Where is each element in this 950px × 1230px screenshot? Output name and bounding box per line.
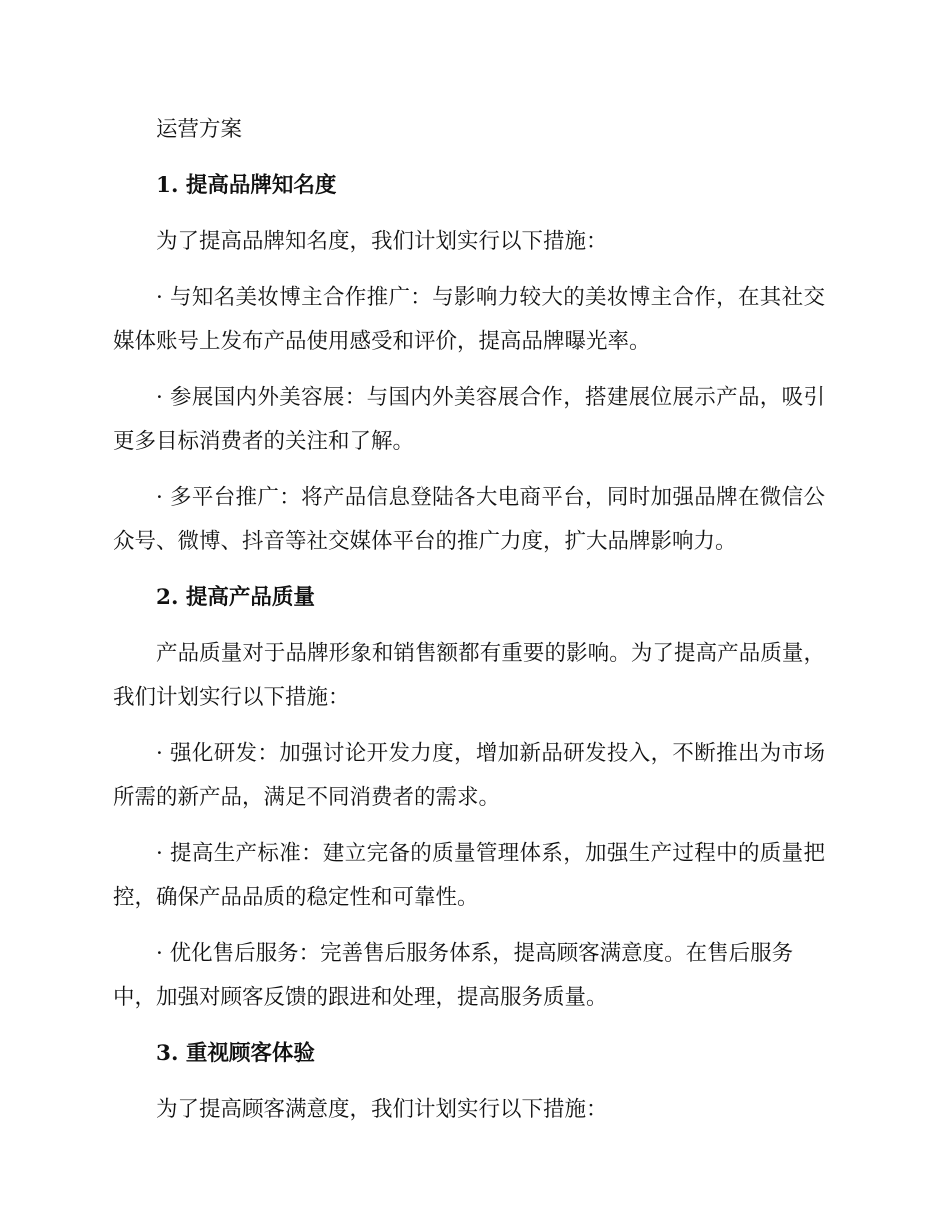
bullet-line: · 提高生产标准：建立完备的质量管理体系，加强生产过程中的质量把	[156, 841, 825, 866]
bullet-line: · 优化售后服务：完善售后服务体系，提高顾客满意度。在售后服务	[156, 941, 794, 966]
bullet-item	[113, 932, 825, 1020]
bullet-line: 更多目标消费者的关注和了解。	[113, 429, 415, 454]
bullet-line: · 多平台推广：将产品信息登陆各大电商平台，同时加强品牌在微信公	[156, 485, 825, 510]
section-intro: 为了提高顾客满意度，我们计划实行以下措施：	[156, 1097, 608, 1122]
document-body	[113, 108, 825, 1144]
section-heading-customer-experience: 3. 重视顾客体验	[156, 1041, 315, 1066]
document-title: 运营方案	[156, 117, 243, 142]
bullet-line: · 与知名美妆博主合作推广：与影响力较大的美妆博主合作，在其社交	[156, 285, 825, 310]
bullet-line: 众号、微博、抖音等社交媒体平台的推广力度，扩大品牌影响力。	[113, 529, 737, 554]
bullet-line: 中，加强对顾客反馈的跟进和处理，提高服务质量。	[113, 985, 608, 1010]
bullet-line: 所需的新产品，满足不同消费者的需求。	[113, 785, 501, 810]
bullet-line: 媒体账号上发布产品使用感受和评价，提高品牌曝光率。	[113, 329, 651, 354]
bullet-item	[113, 476, 825, 564]
bullet-item	[113, 832, 825, 920]
bullet-item	[113, 732, 825, 820]
bullet-line: · 强化研发：加强讨论开发力度，增加新品研发投入，不断推出为市场	[156, 741, 825, 766]
section-heading-product-quality: 2. 提高产品质量	[156, 585, 315, 610]
intro-line: 我们计划实行以下措施：	[113, 685, 350, 710]
bullet-line: · 参展国内外美容展：与国内外美容展合作，搭建展位展示产品，吸引	[156, 385, 825, 410]
section-heading-brand-awareness: 1. 提高品牌知名度	[156, 173, 337, 198]
intro-line: 产品质量对于品牌形象和销售额都有重要的影响。为了提高产品质量，	[156, 641, 825, 666]
bullet-line: 控，确保产品品质的稳定性和可靠性。	[113, 885, 479, 910]
section-intro	[113, 632, 825, 720]
bullet-item	[113, 376, 825, 464]
section-intro: 为了提高品牌知名度，我们计划实行以下措施：	[156, 229, 608, 254]
bullet-item	[113, 276, 825, 364]
